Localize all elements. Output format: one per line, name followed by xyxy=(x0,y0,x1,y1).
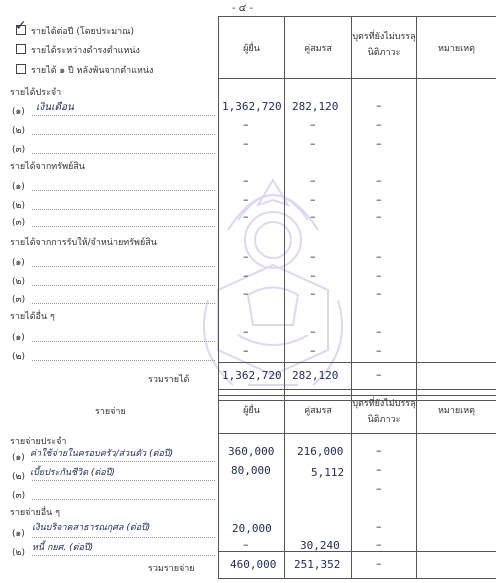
child-value: – xyxy=(376,193,382,206)
row-index: (๒) xyxy=(12,201,25,211)
total-label: รวมรายได้ xyxy=(148,375,190,385)
row-index: (๒) xyxy=(12,352,25,362)
spouse-total: 282,120 xyxy=(292,369,339,382)
filer-value: – xyxy=(243,137,249,150)
child-total: – xyxy=(376,557,382,570)
row-index: (๓) xyxy=(12,491,26,501)
section-title: รายได้ประจำ xyxy=(10,88,62,98)
filer-value: – xyxy=(243,325,249,338)
spouse-value: – xyxy=(310,137,316,150)
row-index: (๓) xyxy=(12,218,26,228)
filer-value: – xyxy=(243,344,249,357)
child-value: – xyxy=(376,269,382,282)
row-index: (๑) xyxy=(12,258,25,268)
total-label: รวมรายจ่าย xyxy=(148,564,195,574)
spouse-value: – xyxy=(310,325,316,338)
row-description: เงินเดือน xyxy=(36,102,74,113)
child-value: – xyxy=(376,344,382,357)
filer-value: – xyxy=(243,174,249,187)
col-header-spouse: คู่สมรส xyxy=(304,44,332,54)
row-index: (๒) xyxy=(12,126,25,136)
col-header-filer: ผู้ยื่น xyxy=(243,44,260,54)
child-value: – xyxy=(376,99,382,112)
spouse-value: – xyxy=(310,287,316,300)
col-header-remarks: หมายเหตุ xyxy=(437,44,476,54)
checkbox-income-after-term[interactable] xyxy=(16,64,26,74)
col-header-child: บุตรที่ยังไม่บรรลุนิติภาวะ xyxy=(352,399,416,425)
row-index: (๒) xyxy=(12,548,25,558)
spouse-value: – xyxy=(310,269,316,282)
spouse-value: 282,120 xyxy=(292,100,339,113)
col-header-spouse: คู่สมรส xyxy=(304,406,332,416)
spouse-value: – xyxy=(310,344,316,357)
row-index: (๓) xyxy=(12,295,26,305)
filer-value: – xyxy=(243,193,249,206)
col-header-filer: ผู้ยื่น xyxy=(243,406,260,416)
spouse-value: – xyxy=(310,118,316,131)
filer-total: 1,362,720 xyxy=(222,369,282,382)
spouse-value: 5,112 xyxy=(311,466,345,479)
row-index: (๑) xyxy=(12,107,25,117)
row-index: (๑) xyxy=(12,453,25,463)
expense-header: รายจ่าย xyxy=(95,407,126,417)
filer-total: 460,000 xyxy=(230,558,277,571)
page-number: - ๔ - xyxy=(232,3,254,14)
filer-value: – xyxy=(243,118,249,131)
child-value: – xyxy=(376,482,382,495)
section-title: รายได้อื่น ๆ xyxy=(10,312,55,322)
section-title: รายได้จากทรัพย์สิน xyxy=(10,162,85,172)
checkbox-income-during-term[interactable] xyxy=(16,44,26,54)
spouse-value: 30,240 xyxy=(300,539,340,552)
col-header-child: บุตรที่ยังไม่บรรลุนิติภาวะ xyxy=(352,32,416,58)
row-description: เบี้ยประกันชีวิต (ต่อปี) xyxy=(30,468,115,478)
row-index: (๑) xyxy=(12,182,25,192)
filer-value: – xyxy=(243,210,249,223)
spouse-value: – xyxy=(310,193,316,206)
row-index: (๑) xyxy=(12,529,25,539)
row-index: (๑) xyxy=(12,333,25,343)
row-description: หนี้ กยศ. (ต่อปี) xyxy=(32,543,94,553)
row-description: ค่าใช้จ่ายในครอบครัว/ส่วนตัว (ต่อปี) xyxy=(30,449,174,459)
col-header-remarks: หมายเหตุ xyxy=(437,406,476,416)
row-index: (๒) xyxy=(12,472,25,482)
seal-watermark-icon xyxy=(178,160,368,400)
filer-value: 80,000 xyxy=(231,464,271,477)
child-value: – xyxy=(376,174,382,187)
filer-value: 20,000 xyxy=(232,522,272,535)
child-value: – xyxy=(376,538,382,551)
child-value: – xyxy=(376,287,382,300)
check-mark-icon: ✓ xyxy=(15,18,27,34)
filer-value: 360,000 xyxy=(228,445,275,458)
option-label-annual: รายได้ต่อปี (โดยประมาณ) xyxy=(31,27,135,37)
child-value: – xyxy=(376,118,382,131)
filer-value: – xyxy=(243,538,249,551)
filer-value: – xyxy=(243,269,249,282)
spouse-value: 216,000 xyxy=(297,445,344,458)
section-title: รายจ่ายประจำ xyxy=(10,437,67,447)
child-value: – xyxy=(376,250,382,263)
spouse-value: – xyxy=(310,250,316,263)
child-value: – xyxy=(376,463,382,476)
filer-value: – xyxy=(243,287,249,300)
child-value: – xyxy=(376,520,382,533)
spouse-value: – xyxy=(310,210,316,223)
section-title: รายจ่ายอื่น ๆ xyxy=(10,508,61,518)
section-title: รายได้จากการรับให้/จำหน่ายทรัพย์สิน xyxy=(10,238,157,248)
child-value: – xyxy=(376,210,382,223)
filer-value: 1,362,720 xyxy=(222,100,282,113)
child-value: – xyxy=(376,137,382,150)
spouse-value: – xyxy=(310,174,316,187)
child-value: – xyxy=(376,444,382,457)
filer-value: – xyxy=(243,250,249,263)
row-description: เงินบริจาคสาธารณกุศล (ต่อปี) xyxy=(32,523,151,533)
row-index: (๓) xyxy=(12,145,26,155)
spouse-total: 251,352 xyxy=(294,558,341,571)
child-total: – xyxy=(376,368,382,381)
child-value: – xyxy=(376,325,382,338)
option-label-during-term: รายได้ระหว่างดำรงตำแหน่ง xyxy=(31,46,140,56)
row-index: (๒) xyxy=(12,277,25,287)
option-label-after-term: รายได้ ๑ ปี หลังพ้นจากตำแหน่ง xyxy=(31,66,154,76)
